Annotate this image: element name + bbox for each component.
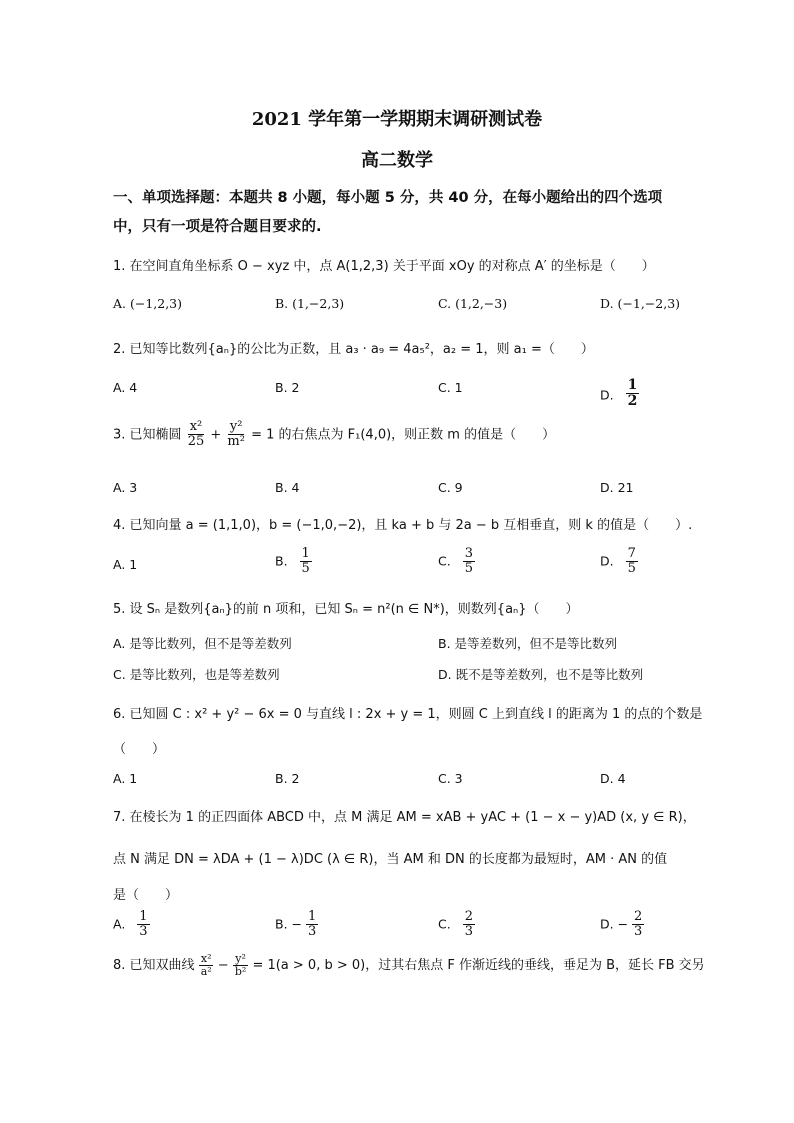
fraction-numerator: 1 xyxy=(307,909,317,924)
q1-option-a: A. (−1,2,3) xyxy=(113,296,183,311)
q4-option-b xyxy=(275,547,312,577)
fraction-numerator: y² xyxy=(229,419,243,434)
q5-option-a: A. 是等比数列，但不是等差数列 xyxy=(113,636,292,651)
exam-subtitle: 高二数学 xyxy=(361,150,433,171)
question-2-text: 2. 已知等比数列{aₙ}的公比为正数，且 a₃ · a₉ = 4a₅²，a₂ = 1，则 a₁ =（ ） xyxy=(113,342,594,357)
fraction-denominator: 25 xyxy=(187,434,205,450)
q7-option-d xyxy=(600,910,644,940)
question-8-text xyxy=(113,953,705,978)
question-3-text xyxy=(113,420,555,450)
q4-option-c xyxy=(438,547,475,577)
fraction-numerator: x² xyxy=(200,952,212,965)
q8-fraction-y xyxy=(233,953,248,978)
fraction-numerator: 7 xyxy=(627,546,636,561)
q4-option-d-label: D. xyxy=(600,553,614,569)
q2-option-d xyxy=(600,377,639,412)
fraction-numerator: 1 xyxy=(627,377,638,393)
fraction-denominator: 3 xyxy=(307,924,317,940)
question-4-text: 4. 已知向量 a = (1,1,0)，b = (−1,0,−2)，且 ka + b 与 2a − b 互相垂直，则 k 的值是（ ）. xyxy=(113,518,693,533)
fraction-numerator: y² xyxy=(235,952,246,965)
question-5-text: 5. 设 Sₙ 是数列{aₙ}的前 n 项和，已知 Sₙ = n²(n ∈ N*)，则数列{aₙ}（ ） xyxy=(113,602,579,617)
fraction-denominator: 5 xyxy=(301,561,310,577)
q7-option-d-label: D. − xyxy=(600,916,629,932)
q8-text-before: 8. 已知双曲线 xyxy=(113,958,195,974)
q3-option-c: C. 9 xyxy=(438,480,463,495)
fraction-denominator: 3 xyxy=(464,924,473,940)
q3-plus: + xyxy=(210,427,222,443)
fraction-numerator: 1 xyxy=(139,909,148,924)
q2-option-d-fraction xyxy=(626,378,640,410)
fraction-denominator: 2 xyxy=(627,393,638,410)
fraction-numerator: 1 xyxy=(301,546,310,561)
q7-option-b-fraction xyxy=(306,910,318,940)
question-6-text-cont: （ ） xyxy=(113,742,166,757)
q4-option-b-fraction xyxy=(300,547,312,577)
q8-text-after: = 1(a > 0, b > 0)，过其右焦点 F 作渐近线的垂线，垂足为 B，延长 FB 交另 xyxy=(252,958,705,974)
q4-option-a: A. 1 xyxy=(113,557,138,572)
q3-option-a: A. 3 xyxy=(113,480,138,495)
q7-option-b-label: B. − xyxy=(275,916,302,932)
q6-option-b: B. 2 xyxy=(275,771,300,786)
fraction-numerator: 3 xyxy=(464,546,473,561)
q8-fraction-x xyxy=(199,953,214,978)
fraction-denominator: 5 xyxy=(627,561,636,577)
q7-option-a xyxy=(113,910,150,940)
fraction-denominator: b² xyxy=(234,965,247,979)
q2-option-a: A. 4 xyxy=(113,380,138,395)
q5-option-d: D. 既不是等差数列，也不是等比数列 xyxy=(438,667,644,682)
question-7-text-cont2: 是（ ） xyxy=(113,888,179,903)
question-6-text: 6. 已知圆 C : x² + y² − 6x = 0 与直线 l : 2x + y = 1，则圆 C 上到直线 l 的距离为 1 的点的个数是 xyxy=(113,707,703,722)
q2-option-c: C. 1 xyxy=(438,380,463,395)
q7-option-c-label: C. xyxy=(438,916,451,932)
q3-option-b: B. 4 xyxy=(275,480,300,495)
q1-option-c: C. (1,2,−3) xyxy=(438,296,508,311)
q7-option-c xyxy=(438,910,475,940)
q5-option-b: B. 是等差数列，但不是等比数列 xyxy=(438,636,618,651)
q6-option-c: C. 3 xyxy=(438,771,463,786)
q8-minus: − xyxy=(217,958,229,974)
q4-option-d-fraction xyxy=(626,547,638,577)
fraction-denominator: 5 xyxy=(464,561,473,577)
fraction-denominator: 3 xyxy=(139,924,148,940)
q4-option-c-label: C. xyxy=(438,553,451,569)
fraction-numerator: 2 xyxy=(464,909,473,924)
q3-option-d: D. 21 xyxy=(600,480,634,495)
q4-option-b-label: B. xyxy=(275,553,288,569)
section-heading-line1: 一、单项选择题：本题共 8 小题，每小题 5 分，共 40 分，在每小题给出的四个选项 xyxy=(113,190,663,206)
q7-option-a-fraction xyxy=(137,910,149,940)
q6-option-d: D. 4 xyxy=(600,771,626,786)
question-7-text: 7. 在棱长为 1 的正四面体 ABCD 中，点 M 满足 AM = xAB + yAC + (1 − x − y)AD (x, y ∈ R)， xyxy=(113,810,696,825)
section-heading-line2: 中，只有一项是符合题目要求的. xyxy=(113,219,322,235)
q1-option-d: D. (−1,−2,3) xyxy=(600,296,681,311)
q3-fraction-y xyxy=(225,420,247,450)
fraction-denominator: m² xyxy=(227,434,245,450)
q2-option-d-label: D. xyxy=(600,387,614,403)
q7-option-d-fraction xyxy=(632,910,644,940)
fraction-numerator: x² xyxy=(189,419,203,434)
fraction-denominator: a² xyxy=(200,965,212,979)
q3-text-before: 3. 已知椭圆 xyxy=(113,427,182,443)
exam-title: 2021 学年第一学期期末调研测试卷 xyxy=(251,109,543,130)
q4-option-d xyxy=(600,547,638,577)
q4-option-c-fraction xyxy=(463,547,475,577)
q1-option-b: B. (1,−2,3) xyxy=(275,296,345,311)
question-1-text: 1. 在空间直角坐标系 O − xyz 中，点 A(1,2,3) 关于平面 xOy 的对称点 A′ 的坐标是（ ） xyxy=(113,259,655,274)
q2-option-b: B. 2 xyxy=(275,380,300,395)
q5-option-c: C. 是等比数列，也是等差数列 xyxy=(113,667,280,682)
fraction-denominator: 3 xyxy=(634,924,643,940)
question-7-text-cont: 点 N 满足 DN = λDA + (1 − λ)DC (λ ∈ R)，当 AM 和 DN 的长度都为最短时，AM · AN 的值 xyxy=(113,852,668,867)
fraction-numerator: 2 xyxy=(634,909,643,924)
q7-option-b xyxy=(275,910,318,940)
q3-text-after: = 1 的右焦点为 F₁(4,0)，则正数 m 的值是（ ） xyxy=(251,427,556,443)
q3-fraction-x xyxy=(186,420,207,450)
q6-option-a: A. 1 xyxy=(113,771,138,786)
q7-option-c-fraction xyxy=(463,910,475,940)
q7-option-a-label: A. xyxy=(113,916,126,932)
